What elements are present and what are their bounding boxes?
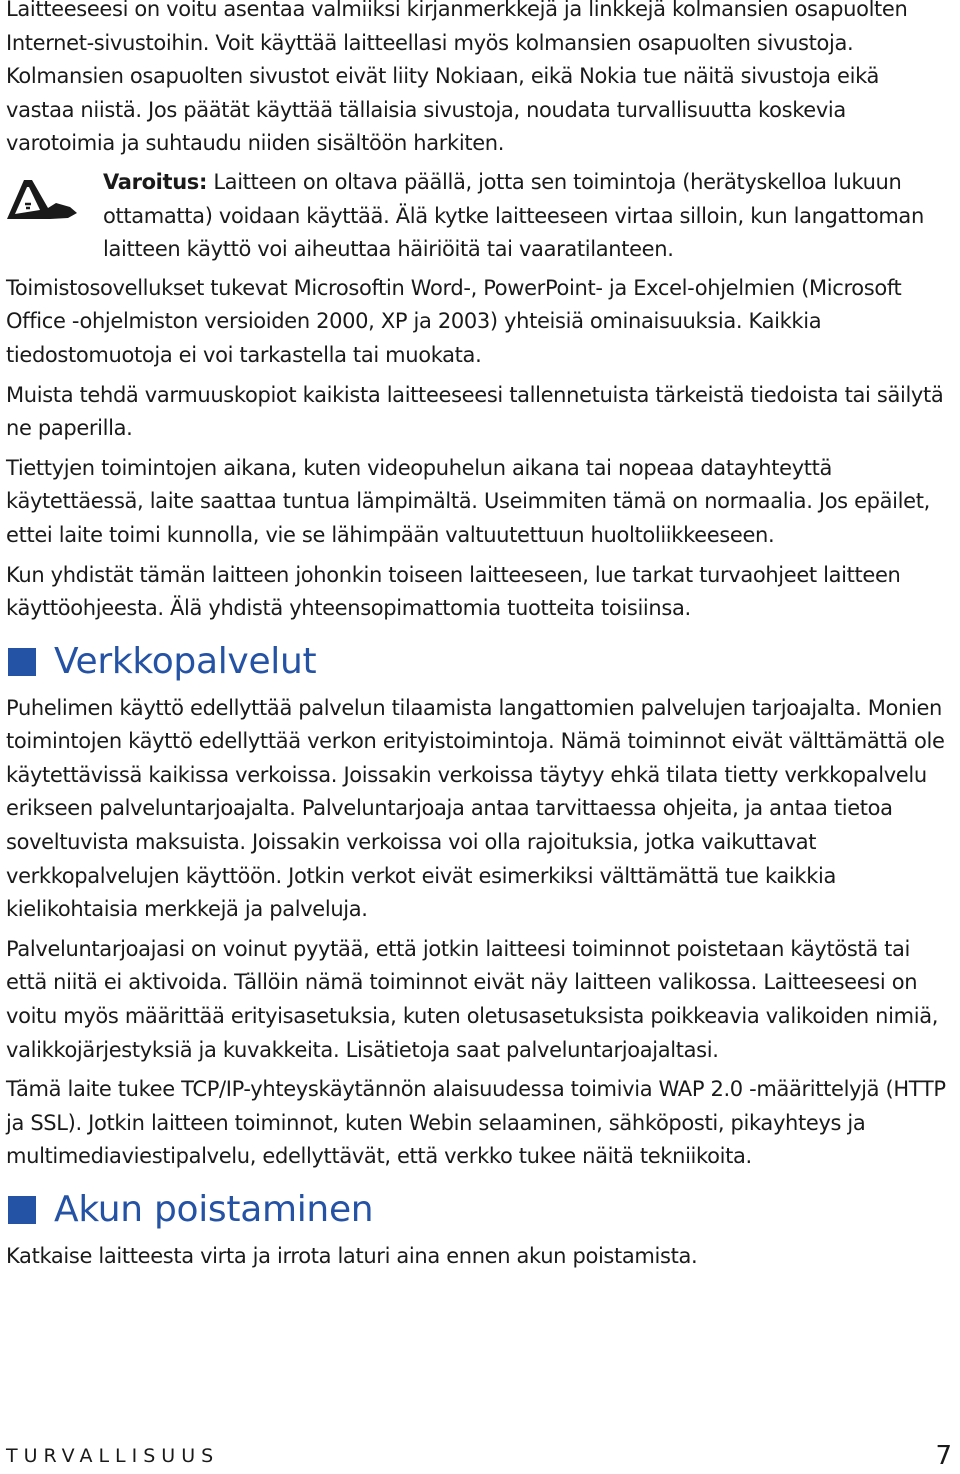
document-page <box>6 0 950 1274</box>
warning-block <box>6 166 950 267</box>
connect-paragraph: Kun yhdistät tämän laitteen johonkin toiseen laitteeseen, lue tarkat turvaohjeet laitteen käyttöohjeesta. Älä yhdistä yhteensopimattomia tuotteita toisiinsa. <box>6 562 901 621</box>
backup-paragraph: Muista tehdä varmuuskopiot kaikista laitteeseesi tallennetuista tärkeistä tiedoista tai säilytä ne paperilla. <box>6 382 944 441</box>
heading-square-icon <box>8 1196 36 1224</box>
battery-removal-title: Akun poistaminen <box>54 1189 374 1230</box>
battery-removal-heading <box>6 1188 950 1232</box>
footer-section-name: TURVALLISUUS <box>6 1445 220 1467</box>
office-paragraph: Toimistosovellukset tukevat Microsoftin Word-, PowerPoint- ja Excel-ohjelmien (Microsoft Office -ohjelmiston versioiden 2000, XP ja 2003) yhteisiä ominaisuuksia. Kaikkia tiedostomuotoja ei voi tarkastella tai muokata. <box>6 275 902 367</box>
network-paragraph-3: Tämä laite tukee TCP/IP-yhteyskäytännön alaisuudessa toimivia WAP 2.0 -määrittelyjä (HTTP ja SSL). Jotkin laitteen toiminnot, kuten Webin selaaminen, sähköposti, pikayhteys ja multimediaviestipalvelu, edellyttävät, että verkko tukee näitä tekniikoita. <box>6 1077 946 1169</box>
network-services-heading <box>6 640 950 684</box>
warning-body: Laitteen on oltava päällä, jotta sen toimintoja (herätyskelloa lukuun ottamatta) voidaan käyttää. Älä kytke laitteeseen virtaa silloin, kun langattoman laitteen käyttö voi aiheuttaa häiriöitä tai vaaratilanteen. <box>103 169 924 262</box>
network-paragraph-2: Palveluntarjoajasi on voinut pyytää, että jotkin laitteesi toiminnot poistetaan käytöstä tai että niitä ei aktivoida. Tällöin nämä toiminnot eivät näy laitteen valikossa. Laitteeseesi on voitu myös määrittää erityisasetuksia, kuten oletusasetuksista poikkeavia valikoiden nimiä, valikkojärjestyksiä ja kuvakkeita. Lisätietoja saat palveluntarjoajaltasi. <box>6 936 939 1062</box>
battery-paragraph: Katkaise laitteesta virta ja irrota laturi aina ennen akun poistamista. <box>6 1244 698 1268</box>
warning-hand-icon <box>4 174 78 222</box>
network-services-title: Verkkopalvelut <box>54 640 317 682</box>
intro-paragraph: Laitteeseesi on voitu asentaa valmiiksi kirjanmerkkejä ja linkkejä kolmansien osapuolten Internet-sivustoihin. Voit käyttää laitteellasi myös kolmansien osapuolten sivustoja. Kolmansien osapuolten sivustot eivät liity Nokiaan, eikä Nokia tue näitä sivustoja eikä vastaa niistä. Jos päätät käyttää tällaisia sivustoja, noudata turvallisuutta koskevia varotoimia ja suhtaudu niiden sisältöön harkiten. <box>6 0 908 156</box>
heading-square-icon <box>8 648 36 676</box>
network-paragraph-1: Puhelimen käyttö edellyttää palvelun tilaamista langattomien palvelujen tarjoajalta. Monien toimintojen käyttö edellyttää verkon erityistoimintoja. Nämä toiminnot eivät välttämättä ole käytettävissä kaikissa verkoissa. Joissakin verkoissa täytyy ehkä tilata tietty verkkopalvelu erikseen palveluntarjoajalta. Palveluntarjoaja antaa tarvittaessa ohjeita, ja antaa tietoa soveltuvista maksuista. Joissakin verkoissa voi olla rajoituksia, jotka vaikuttavat verkkopalvelujen käyttöön. Jotkin verkot eivät esimerkiksi välttämättä tue kaikkia kielikohtaisia merkkejä ja palveluja. <box>6 695 945 922</box>
warning-text <box>103 166 950 267</box>
warning-label: Varoitus: <box>103 169 207 194</box>
page-number: 7 <box>935 1441 952 1471</box>
heat-paragraph: Tiettyjen toimintojen aikana, kuten videopuhelun aikana tai nopeaa datayhteyttä käytettäessä, laite saattaa tuntua lämpimältä. Useimmiten tämä on normaalia. Jos epäilet, ettei laite toimi kunnolla, vie se lähimpään valtuutettuun huoltoliikkeeseen. <box>6 455 930 547</box>
page-footer <box>6 1441 952 1473</box>
